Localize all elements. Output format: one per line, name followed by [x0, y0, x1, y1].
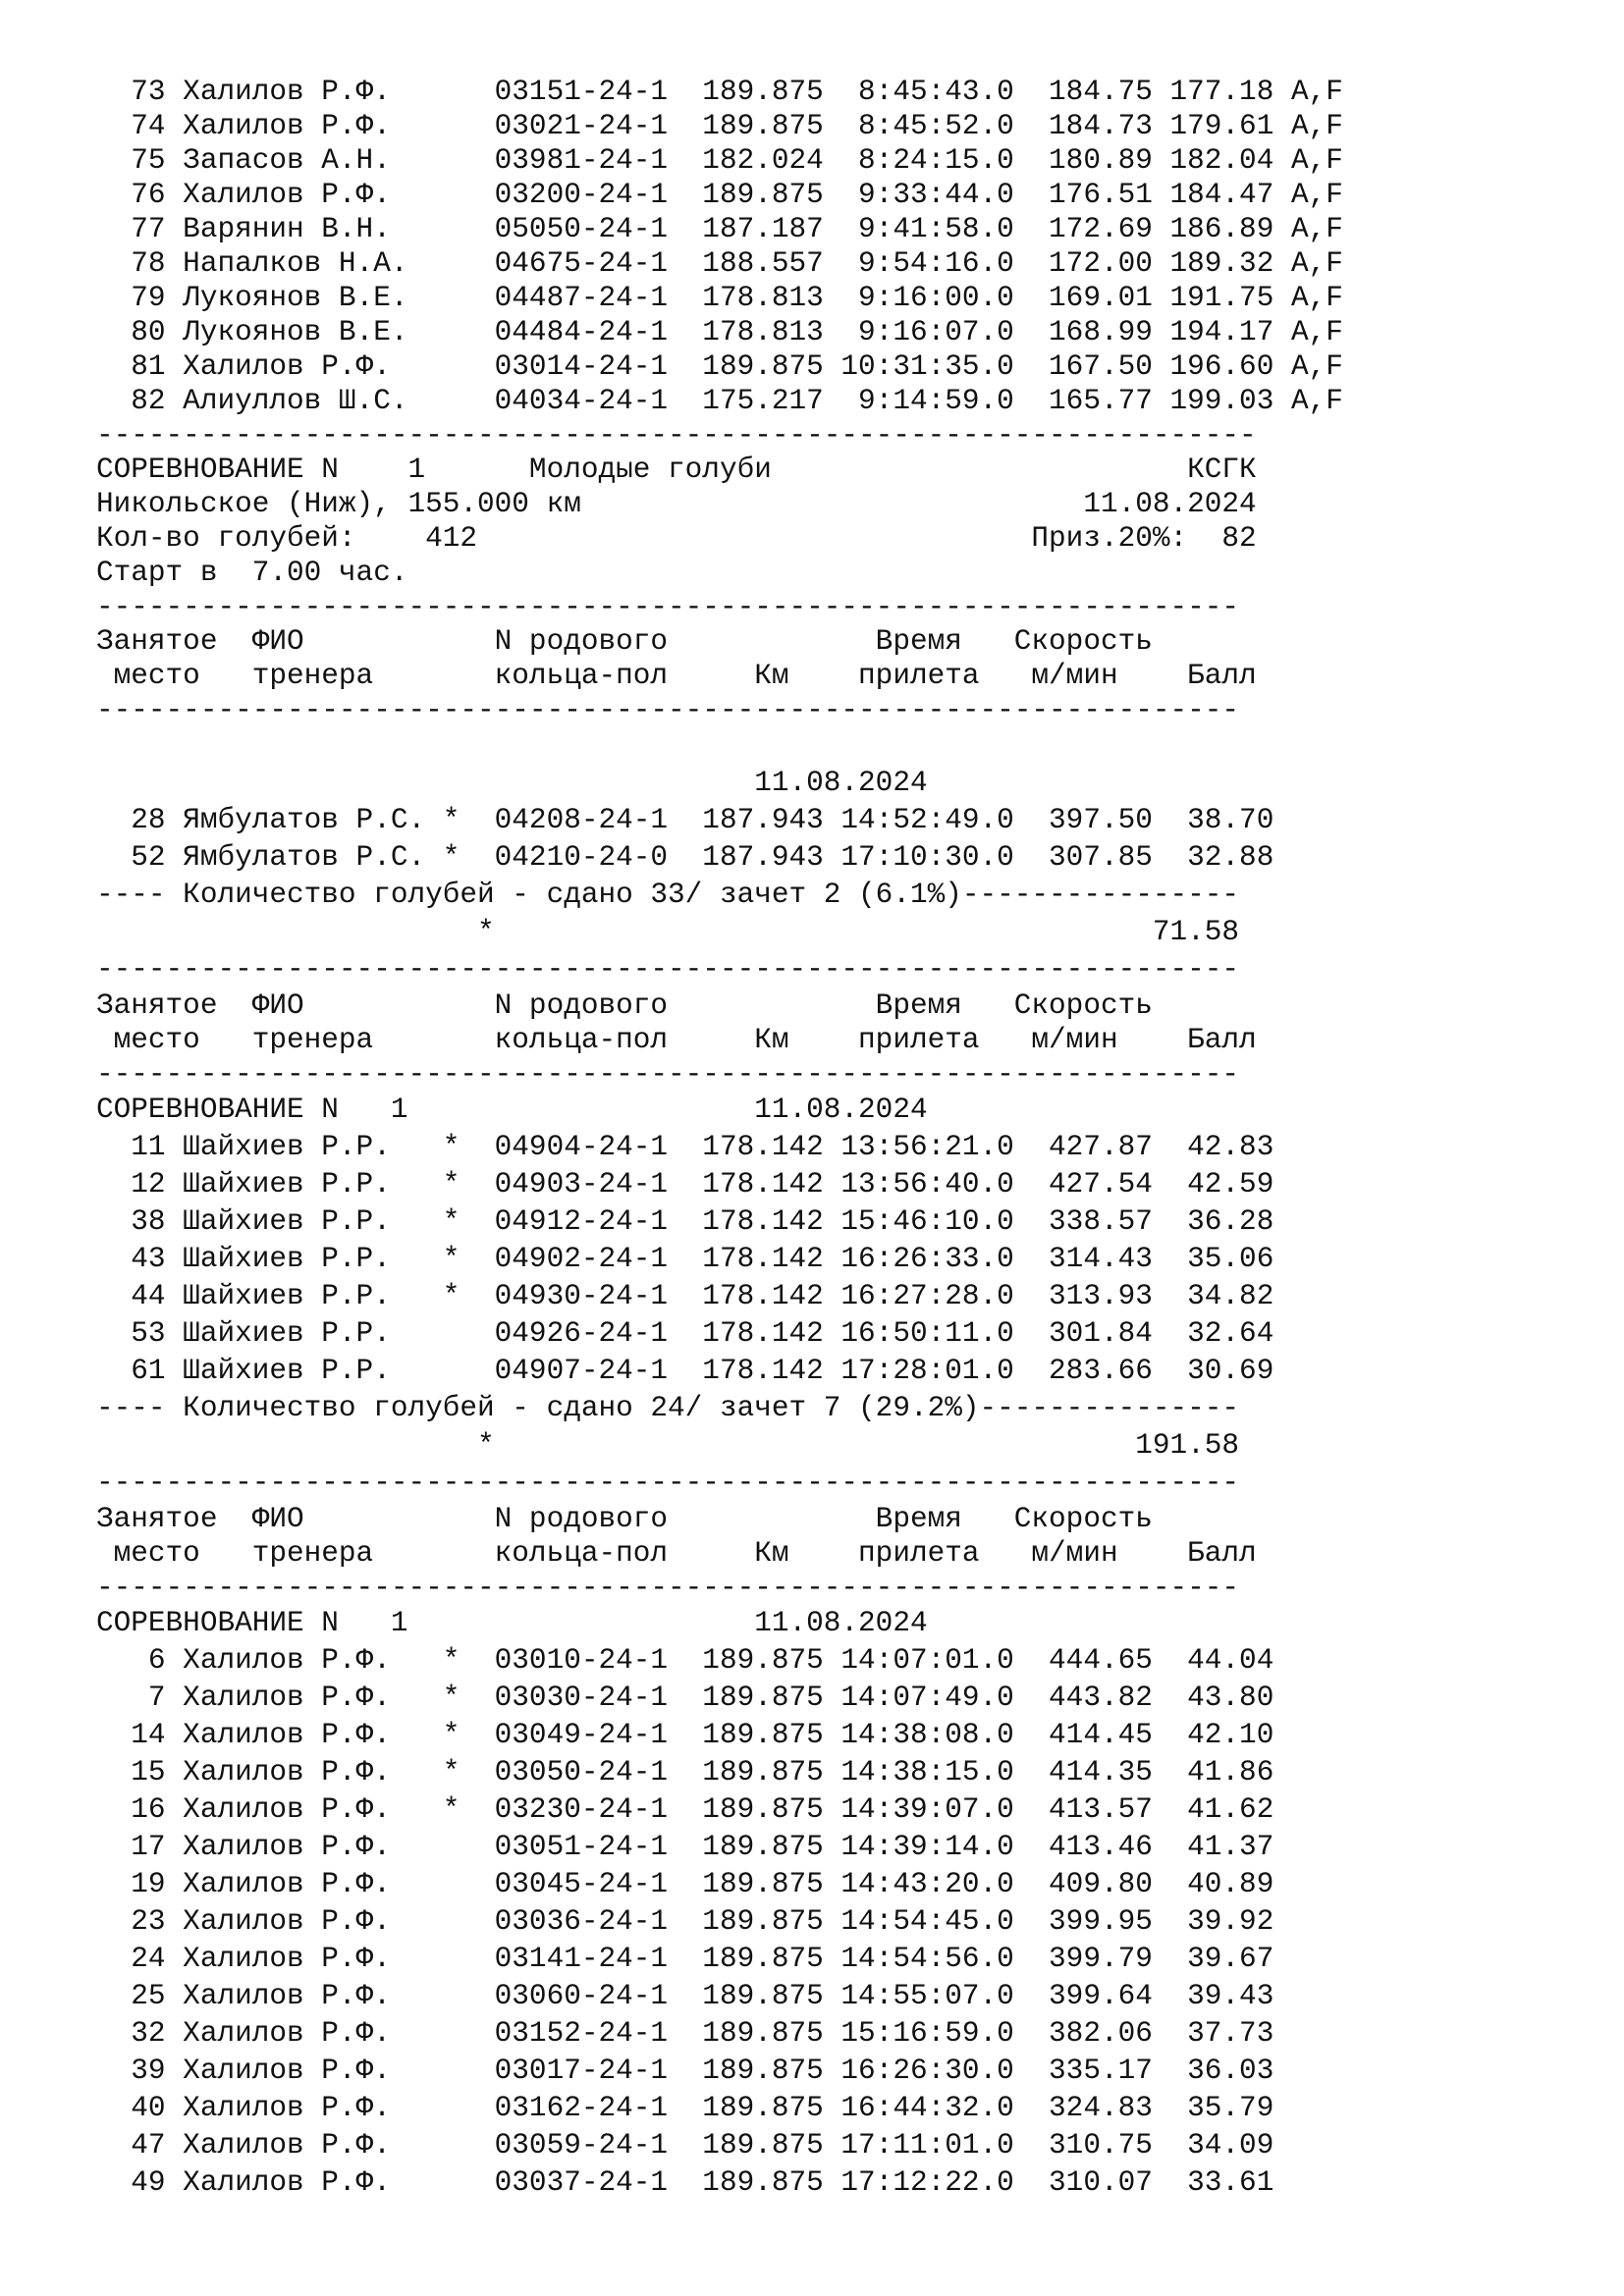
- competition-title: СОРЕВНОВАНИЕ N 1 Молодые голуби КСГК: [96, 454, 1257, 486]
- result-row: 49 Халилов Р.Ф. 03037-24-1 189.875 17:12:22.0 310.07 33.61: [96, 2166, 1274, 2199]
- competition-start: Старт в 7.00 час.: [96, 557, 408, 589]
- spacer: [96, 727, 1343, 765]
- table-header-line-2: место тренера кольца-пол Км прилета м/мин Балл: [96, 1537, 1257, 1570]
- table-header-line-1: Занятое ФИО N родового Время Скорость: [96, 1503, 1153, 1535]
- top-result-row: 82 Алиуллов Ш.С. 04034-24-1 175.217 9:14:59.0 165.77 199.03 A,F: [96, 385, 1343, 417]
- top-result-row: 78 Напалков Н.А. 04675-24-1 188.557 9:54:16.0 172.00 189.32 A,F: [96, 247, 1343, 280]
- table-header-line-2: место тренера кольца-пол Км прилета м/мин Балл: [96, 660, 1257, 692]
- top-result-row: 75 Запасов А.Н. 03981-24-1 182.024 8:24:15.0 180.89 182.04 A,F: [96, 144, 1343, 177]
- result-row: 61 Шайхиев Р.Р. 04907-24-1 178.142 17:28:01.0 283.66 30.69: [96, 1355, 1274, 1387]
- top-result-row: 76 Халилов Р.Ф. 03200-24-1 189.875 9:33:44.0 176.51 184.47 A,F: [96, 179, 1343, 211]
- divider: -------------------------------------------------------------------: [96, 419, 1257, 452]
- result-row: 44 Шайхиев Р.Р. * 04930-24-1 178.142 16:27:28.0 313.93 34.82: [96, 1280, 1274, 1312]
- top-result-row: 79 Лукоянов В.Е. 04487-24-1 178.813 9:16:00.0 169.01 191.75 A,F: [96, 282, 1343, 314]
- table-header-line-1: Занятое ФИО N родового Время Скорость: [96, 989, 1153, 1022]
- result-row: 43 Шайхиев Р.Р. * 04902-24-1 178.142 16:26:33.0 314.43 35.06: [96, 1243, 1274, 1275]
- competition-count: Кол-во голубей: 412 Приз.20%: 82: [96, 522, 1257, 555]
- divider: ------------------------------------------------------------------: [96, 591, 1240, 623]
- divider: ------------------------------------------------------------------: [96, 694, 1240, 726]
- group-summary: ---- Количество голубей - сдано 33/ зачет 2 (6.1%)----------------: [96, 879, 1240, 911]
- divider: ------------------------------------------------------------------: [96, 953, 1240, 986]
- result-row: 25 Халилов Р.Ф. 03060-24-1 189.875 14:55:07.0 399.64 39.43: [96, 1980, 1274, 2012]
- result-row: 39 Халилов Р.Ф. 03017-24-1 189.875 16:26:30.0 335.17 36.03: [96, 2055, 1274, 2087]
- divider: ------------------------------------------------------------------: [96, 1467, 1240, 1499]
- group-heading: 11.08.2024: [96, 767, 928, 799]
- result-row: 52 Ямбулатов Р.С. * 04210-24-0 187.943 17:10:30.0 307.85 32.88: [96, 841, 1274, 874]
- result-row: 32 Халилов Р.Ф. 03152-24-1 189.875 15:16:59.0 382.06 37.73: [96, 2017, 1274, 2050]
- result-row: 19 Халилов Р.Ф. 03045-24-1 189.875 14:43:20.0 409.80 40.89: [96, 1868, 1274, 1900]
- result-row: 15 Халилов Р.Ф. * 03050-24-1 189.875 14:38:15.0 414.35 41.86: [96, 1756, 1274, 1789]
- result-row: 14 Халилов Р.Ф. * 03049-24-1 189.875 14:38:08.0 414.45 42.10: [96, 1719, 1274, 1751]
- group-total: * 71.58: [96, 916, 1240, 948]
- table-header-line-1: Занятое ФИО N родового Время Скорость: [96, 625, 1153, 658]
- result-row: 17 Халилов Р.Ф. 03051-24-1 189.875 14:39:14.0 413.46 41.37: [96, 1831, 1274, 1863]
- top-result-row: 73 Халилов Р.Ф. 03151-24-1 189.875 8:45:43.0 184.75 177.18 A,F: [96, 76, 1343, 108]
- result-row: 11 Шайхиев Р.Р. * 04904-24-1 178.142 13:56:21.0 427.87 42.83: [96, 1131, 1274, 1163]
- result-row: 12 Шайхиев Р.Р. * 04903-24-1 178.142 13:56:40.0 427.54 42.59: [96, 1168, 1274, 1201]
- table-header-line-2: место тренера кольца-пол Км прилета м/мин Балл: [96, 1024, 1257, 1056]
- group-summary: ---- Количество голубей - сдано 24/ зачет 7 (29.2%)---------------: [96, 1392, 1240, 1424]
- result-row: 24 Халилов Р.Ф. 03141-24-1 189.875 14:54:56.0 399.79 39.67: [96, 1943, 1274, 1975]
- result-row: 23 Халилов Р.Ф. 03036-24-1 189.875 14:54:45.0 399.95 39.92: [96, 1905, 1274, 1938]
- result-row: 7 Халилов Р.Ф. * 03030-24-1 189.875 14:07:49.0 443.82 43.80: [96, 1682, 1274, 1714]
- group-heading: СОРЕВНОВАНИЕ N 1 11.08.2024: [96, 1607, 928, 1639]
- divider: ------------------------------------------------------------------: [96, 1572, 1240, 1604]
- result-row: 47 Халилов Р.Ф. 03059-24-1 189.875 17:11:01.0 310.75 34.09: [96, 2129, 1274, 2162]
- top-result-row: 81 Халилов Р.Ф. 03014-24-1 189.875 10:31:35.0 167.50 196.60 A,F: [96, 350, 1343, 383]
- group-total: * 191.58: [96, 1429, 1240, 1462]
- result-row: 38 Шайхиев Р.Р. * 04912-24-1 178.142 15:46:10.0 338.57 36.28: [96, 1205, 1274, 1238]
- group-heading: СОРЕВНОВАНИЕ N 1 11.08.2024: [96, 1094, 928, 1126]
- divider: ------------------------------------------------------------------: [96, 1058, 1240, 1091]
- competition-location: Никольское (Ниж), 155.000 км 11.08.2024: [96, 488, 1257, 520]
- top-result-row: 77 Варянин В.Н. 05050-24-1 187.187 9:41:58.0 172.69 186.89 A,F: [96, 213, 1343, 245]
- result-row: 40 Халилов Р.Ф. 03162-24-1 189.875 16:44:32.0 324.83 35.79: [96, 2092, 1274, 2124]
- result-row: 16 Халилов Р.Ф. * 03230-24-1 189.875 14:39:07.0 413.57 41.62: [96, 1793, 1274, 1826]
- result-row: 6 Халилов Р.Ф. * 03010-24-1 189.875 14:07:01.0 444.65 44.04: [96, 1644, 1274, 1677]
- top-result-row: 74 Халилов Р.Ф. 03021-24-1 189.875 8:45:52.0 184.73 179.61 A,F: [96, 110, 1343, 142]
- top-result-row: 80 Лукоянов В.Е. 04484-24-1 178.813 9:16:07.0 168.99 194.17 A,F: [96, 316, 1343, 348]
- results-document: [96, 75, 1343, 2202]
- result-row: 53 Шайхиев Р.Р. 04926-24-1 178.142 16:50:11.0 301.84 32.64: [96, 1317, 1274, 1350]
- result-row: 28 Ямбулатов Р.С. * 04208-24-1 187.943 14:52:49.0 397.50 38.70: [96, 804, 1274, 836]
